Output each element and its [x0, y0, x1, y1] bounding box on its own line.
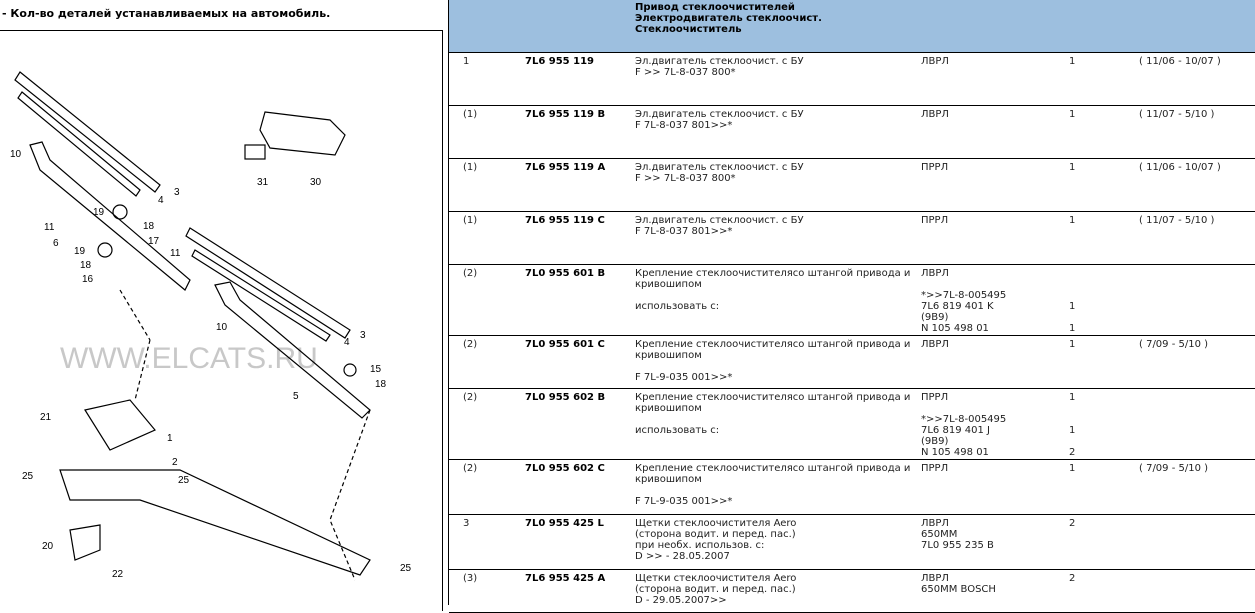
position-number: (1) — [463, 162, 478, 173]
callout: 31 — [257, 177, 269, 188]
callout: 6 — [53, 238, 59, 249]
description-line — [635, 290, 915, 301]
note-line: ЛВРЛ — [921, 109, 949, 120]
note — [921, 339, 1061, 350]
callout: 18 — [375, 379, 387, 390]
quantity-line: 1 — [1069, 301, 1076, 312]
wiper-rubber-right — [192, 250, 330, 341]
quantity — [1069, 109, 1129, 120]
description-line: кривошипом — [635, 350, 702, 361]
quantity-line: 1 — [1069, 56, 1076, 67]
position-number: 1 — [463, 56, 470, 67]
position-number: (1) — [463, 215, 478, 226]
wiper-motor — [85, 400, 155, 450]
description-line: D >> - 28.05.2007 — [635, 551, 730, 562]
callout: 3 — [174, 187, 180, 198]
description-line — [635, 485, 915, 496]
callout: 19 — [74, 246, 86, 257]
description — [635, 392, 915, 436]
callout: 5 — [293, 391, 299, 402]
description-line: (сторона водит. и перед. пас.) — [635, 584, 796, 595]
callout: 19 — [93, 207, 105, 218]
quantity — [1069, 56, 1129, 67]
callout: 2 — [172, 457, 178, 468]
description — [635, 339, 915, 383]
quantity-line — [1069, 290, 1129, 301]
part-number: 7L6 955 425 A — [525, 573, 606, 584]
description — [635, 109, 915, 131]
note-line: ЛВРЛ — [921, 573, 949, 584]
table-row[interactable] — [449, 460, 1255, 515]
description-line: Эл.двигатель стеклоочист. с БУ — [635, 215, 804, 226]
note-line: 7L0 955 235 B — [921, 540, 994, 551]
quantity — [1069, 392, 1129, 458]
note-line: ЛВРЛ — [921, 518, 949, 529]
quantity-line: 1 — [1069, 425, 1076, 436]
callout: 25 — [22, 471, 34, 482]
callout: 25 — [400, 563, 412, 574]
note-line: ПРРЛ — [921, 392, 949, 403]
quantity-line: 1 — [1069, 215, 1076, 226]
callout: 15 — [370, 364, 382, 375]
date-range: ( 11/06 - 10/07 ) — [1139, 162, 1221, 173]
description-line: использовать с: — [635, 301, 720, 312]
description-line: Щетки стеклоочистителя Aero — [635, 518, 797, 529]
part-number: 7L0 955 602 B — [525, 392, 606, 403]
quantity-line: 1 — [1069, 162, 1076, 173]
table-row[interactable] — [449, 53, 1255, 106]
quantity-line — [1069, 436, 1129, 447]
quantity — [1069, 339, 1129, 350]
table-row[interactable] — [449, 570, 1255, 613]
callout: 16 — [82, 274, 94, 285]
quantity-line — [1069, 279, 1129, 290]
description-line — [635, 414, 915, 425]
callout: 11 — [170, 248, 181, 259]
diagram-panel — [0, 0, 446, 605]
description-line: при необх. использов. с: — [635, 540, 765, 551]
description-line: кривошипом — [635, 403, 702, 414]
description-line: F >> 7L-8-037 800* — [635, 173, 736, 184]
part-number: 7L6 955 119 B — [525, 109, 606, 120]
callout: 10 — [10, 149, 22, 160]
description-line: Эл.двигатель стеклоочист. с БУ — [635, 109, 804, 120]
callout: 22 — [112, 569, 124, 580]
wiper-blade-right — [186, 228, 350, 338]
quantity-line: 2 — [1069, 573, 1076, 584]
description-line: Эл.двигатель стеклоочист. с БУ — [635, 56, 804, 67]
note — [921, 268, 1061, 334]
quantity — [1069, 162, 1129, 173]
date-range: ( 11/07 - 5/10 ) — [1139, 109, 1215, 120]
header-line: Электродвигатель стеклоочист. — [635, 13, 822, 24]
description-line: F >> 7L-8-037 800* — [635, 67, 736, 78]
callout: 10 — [216, 322, 228, 333]
quantity-line: 1 — [1069, 323, 1076, 334]
quantity — [1069, 518, 1129, 529]
part-number: 7L6 955 119 A — [525, 162, 606, 173]
callout: 30 — [310, 177, 322, 188]
quantity-line: 1 — [1069, 339, 1076, 350]
description-line: D - 29.05.2007>> — [635, 595, 727, 606]
quantity-line — [1069, 312, 1129, 323]
note-line: ЛВРЛ — [921, 268, 949, 279]
date-range: ( 11/06 - 10/07 ) — [1139, 56, 1221, 67]
note-line: N 105 498 01 — [921, 323, 989, 334]
callout: 21 — [40, 412, 52, 423]
watermark: WWW.ELCATS.RU — [60, 342, 318, 375]
table-row[interactable] — [449, 336, 1255, 389]
quantity-line: 2 — [1069, 518, 1076, 529]
header-line: Стеклоочиститель — [635, 24, 742, 35]
callout: 18 — [143, 221, 155, 232]
part-number: 7L0 955 601 C — [525, 339, 605, 350]
note-line: *>>7L-8-005495 — [921, 290, 1007, 301]
note — [921, 215, 1061, 226]
quantity — [1069, 573, 1129, 584]
description-line: F 7L-9-035 001>>* — [635, 372, 733, 383]
position-number: (2) — [463, 268, 478, 279]
connector — [245, 145, 265, 159]
linkage-frame — [60, 470, 370, 575]
note-line: ПРРЛ — [921, 463, 949, 474]
table-row[interactable] — [449, 159, 1255, 212]
position-number: (3) — [463, 573, 478, 584]
panel-title: - Кол-во деталей устанавливаемых на автомобиль. — [2, 7, 331, 20]
description-line — [635, 361, 915, 372]
description-line: Крепление стеклоочистителясо штангой привода и — [635, 463, 911, 474]
description-line: Крепление стеклоочистителясо штангой привода и — [635, 268, 911, 279]
header-line: Привод стеклоочистителей — [635, 2, 795, 13]
wiper-diagram — [0, 0, 446, 605]
description-line: Эл.двигатель стеклоочист. с БУ — [635, 162, 804, 173]
description — [635, 573, 915, 606]
note — [921, 573, 1061, 595]
description — [635, 268, 915, 312]
quantity-line — [1069, 403, 1129, 414]
quantity — [1069, 268, 1129, 334]
note — [921, 463, 1061, 474]
note-line — [921, 403, 1061, 414]
note — [921, 162, 1061, 173]
quantity-line: 1 — [1069, 109, 1076, 120]
note — [921, 518, 1061, 551]
date-range: ( 7/09 - 5/10 ) — [1139, 463, 1209, 474]
note — [921, 392, 1061, 458]
description-line: Крепление стеклоочистителясо штангой привода и — [635, 339, 911, 350]
callout: 11 — [44, 222, 55, 233]
parts-table — [448, 0, 1255, 605]
description-line: (сторона водит. и перед. пас.) — [635, 529, 796, 540]
note-line: 7L6 819 401 K — [921, 301, 994, 312]
callout: 1 — [167, 433, 173, 444]
wiper-blade-left — [15, 72, 160, 192]
note-line: *>>7L-8-005495 — [921, 414, 1007, 425]
position-number: (2) — [463, 339, 478, 350]
table-row[interactable] — [449, 212, 1255, 265]
description — [635, 162, 915, 184]
description — [635, 56, 915, 78]
callout: 4 — [344, 337, 350, 348]
note-line: (9B9) — [921, 436, 949, 447]
description-line: кривошипом — [635, 279, 702, 290]
quantity-line: 2 — [1069, 447, 1076, 458]
description — [635, 215, 915, 237]
position-number: (1) — [463, 109, 478, 120]
part-number: 7L0 955 602 C — [525, 463, 605, 474]
quantity — [1069, 463, 1129, 474]
table-row[interactable] — [449, 515, 1255, 570]
part-number: 7L6 955 119 C — [525, 215, 605, 226]
table-row[interactable] — [449, 389, 1255, 460]
table-header — [449, 0, 1255, 53]
note-line: ПРРЛ — [921, 162, 949, 173]
quantity-line: 1 — [1069, 392, 1076, 403]
description-line: Крепление стеклоочистителясо штангой привода и — [635, 392, 911, 403]
quantity-line: 1 — [1069, 463, 1076, 474]
description-line: F 7L-8-037 801>>* — [635, 120, 733, 131]
part-number: 7L6 955 119 — [525, 56, 594, 67]
part-number: 7L0 955 601 B — [525, 268, 606, 279]
description — [635, 518, 915, 562]
description-line: F 7L-9-035 001>>* — [635, 496, 733, 507]
dash-lines — [120, 290, 370, 580]
description — [635, 463, 915, 507]
description-line: Щетки стеклоочистителя Aero — [635, 573, 797, 584]
note-line: (9B9) — [921, 312, 949, 323]
callout: 20 — [42, 541, 54, 552]
position-number: (2) — [463, 392, 478, 403]
quantity-line — [1069, 414, 1129, 425]
callout: 18 — [80, 260, 92, 271]
bracket — [70, 525, 100, 560]
description-line: кривошипом — [635, 474, 702, 485]
callout: 17 — [148, 236, 160, 247]
wiper-arm-left — [30, 142, 190, 290]
description-line: F 7L-8-037 801>>* — [635, 226, 733, 237]
note-line: ЛВРЛ — [921, 56, 949, 67]
date-range: ( 7/09 - 5/10 ) — [1139, 339, 1209, 350]
table-row[interactable] — [449, 106, 1255, 159]
note — [921, 56, 1061, 67]
control-unit — [260, 112, 345, 155]
callout: 4 — [158, 195, 164, 206]
note-line — [921, 279, 1061, 290]
date-range: ( 11/07 - 5/10 ) — [1139, 215, 1215, 226]
note-line: ЛВРЛ — [921, 339, 949, 350]
position-number: (2) — [463, 463, 478, 474]
table-row[interactable] — [449, 265, 1255, 336]
note — [921, 109, 1061, 120]
description-line: использовать с: — [635, 425, 720, 436]
callout: 25 — [178, 475, 190, 486]
note-line: N 105 498 01 — [921, 447, 989, 458]
quantity — [1069, 215, 1129, 226]
note-line: ПРРЛ — [921, 215, 949, 226]
part-number: 7L0 955 425 L — [525, 518, 604, 529]
quantity-line — [1069, 268, 1129, 279]
note-line: 7L6 819 401 J — [921, 425, 990, 436]
position-number: 3 — [463, 518, 470, 529]
note-line: 650MM BOSCH — [921, 584, 996, 595]
callout: 3 — [360, 330, 366, 341]
note-line: 650MM — [921, 529, 958, 540]
